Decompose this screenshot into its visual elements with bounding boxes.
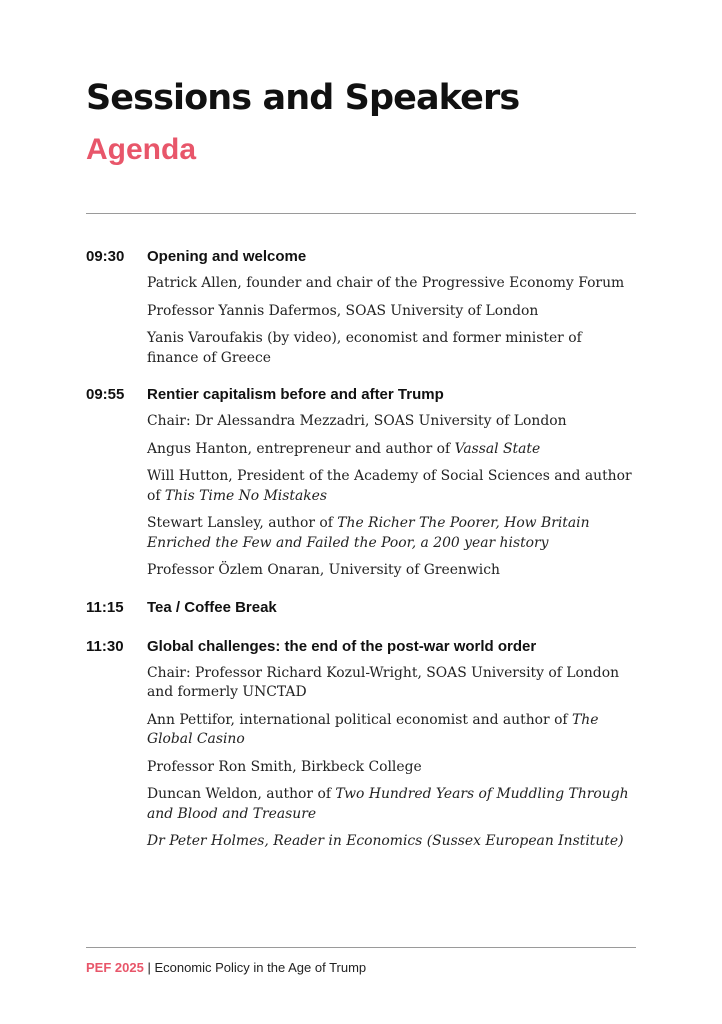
book-title: Vassal State bbox=[454, 440, 541, 457]
speaker-entry bbox=[147, 329, 636, 368]
speaker-entry bbox=[147, 412, 636, 432]
speaker-entry bbox=[147, 785, 636, 824]
speaker-entry bbox=[147, 440, 636, 460]
page-title: Sessions and Speakers bbox=[86, 78, 520, 118]
book-title: The Global Casino bbox=[147, 711, 599, 747]
speaker-text: Professor Özlem Onaran, University of Greenwich bbox=[147, 562, 500, 578]
speaker-text: Ann Pettifor, international political economist and author of bbox=[147, 711, 572, 728]
speaker-entry bbox=[147, 467, 636, 506]
session-time: 11:15 bbox=[86, 598, 124, 616]
session-time: 11:30 bbox=[86, 637, 124, 655]
speaker-text: Stewart Lansley, author of bbox=[147, 515, 338, 531]
speaker-entry bbox=[147, 832, 636, 852]
speaker-list bbox=[147, 412, 636, 581]
speaker-entry bbox=[147, 711, 636, 750]
session-title: Global challenges: the end of the post-war world order bbox=[147, 637, 537, 655]
speaker-text: Professor Ron Smith, Birkbeck College bbox=[147, 758, 422, 775]
session-title: Rentier capitalism before and after Trump bbox=[147, 386, 444, 403]
speaker-entry bbox=[147, 758, 636, 778]
speaker-entry bbox=[147, 514, 636, 553]
speaker-text: Dr Peter Holmes, Reader in Economics (Sussex European Institute) bbox=[147, 833, 624, 849]
speaker-list bbox=[147, 664, 636, 852]
speaker-text: Patrick Allen, founder and chair of the Progressive Economy Forum bbox=[147, 275, 625, 291]
session-header bbox=[86, 386, 636, 403]
speaker-text: Duncan Weldon, author of bbox=[147, 786, 336, 802]
agenda-session bbox=[86, 248, 636, 368]
page-footer bbox=[86, 960, 366, 975]
speaker-text: Professor Yannis Dafermos, SOAS University of London bbox=[147, 302, 539, 319]
speaker-list bbox=[147, 274, 636, 368]
session-header bbox=[86, 248, 636, 265]
session-time: 09:30 bbox=[86, 248, 125, 265]
footer-text: Economic Policy in the Age of Trump bbox=[154, 960, 367, 975]
page-subtitle: Agenda bbox=[86, 133, 197, 166]
speaker-entry bbox=[147, 274, 636, 294]
session-title: Tea / Coffee Break bbox=[147, 598, 277, 616]
speaker-text: Angus Hanton, entrepreneur and author of bbox=[147, 440, 455, 457]
agenda-session bbox=[86, 599, 636, 616]
agenda-session bbox=[86, 638, 636, 852]
footer-brand: PEF 2025 bbox=[86, 960, 144, 975]
book-title: The Richer The Poorer, How Britain Enriched the Few and Failed the Poor, a 200 year history bbox=[147, 515, 590, 551]
speaker-text: Chair: Professor Richard Kozul-Wright, SOAS University of London and formerly UNCTAD bbox=[147, 664, 620, 700]
session-header bbox=[86, 599, 636, 616]
speaker-text: Will Hutton, President of the Academy of Social Sciences and author of bbox=[147, 468, 632, 504]
speaker-text: Yanis Varoufakis (by video), economist and former minister of finance of Greece bbox=[147, 330, 582, 366]
session-header bbox=[86, 638, 636, 655]
speaker-entry bbox=[147, 302, 636, 322]
bottom-divider bbox=[86, 947, 636, 948]
speaker-entry bbox=[147, 561, 636, 581]
session-time: 09:55 bbox=[86, 386, 125, 403]
session-title: Opening and welcome bbox=[147, 248, 307, 265]
book-title: This Time No Mistakes bbox=[164, 487, 327, 504]
speaker-text: Chair: Dr Alessandra Mezzadri, SOAS University of London bbox=[147, 413, 567, 429]
book-title: Two Hundred Years of Muddling Through and Blood and Treasure bbox=[147, 786, 629, 822]
footer-separator: | bbox=[143, 960, 155, 975]
top-divider bbox=[86, 213, 636, 214]
speaker-entry bbox=[147, 664, 636, 703]
agenda-session bbox=[86, 386, 636, 581]
agenda-list bbox=[86, 248, 636, 870]
